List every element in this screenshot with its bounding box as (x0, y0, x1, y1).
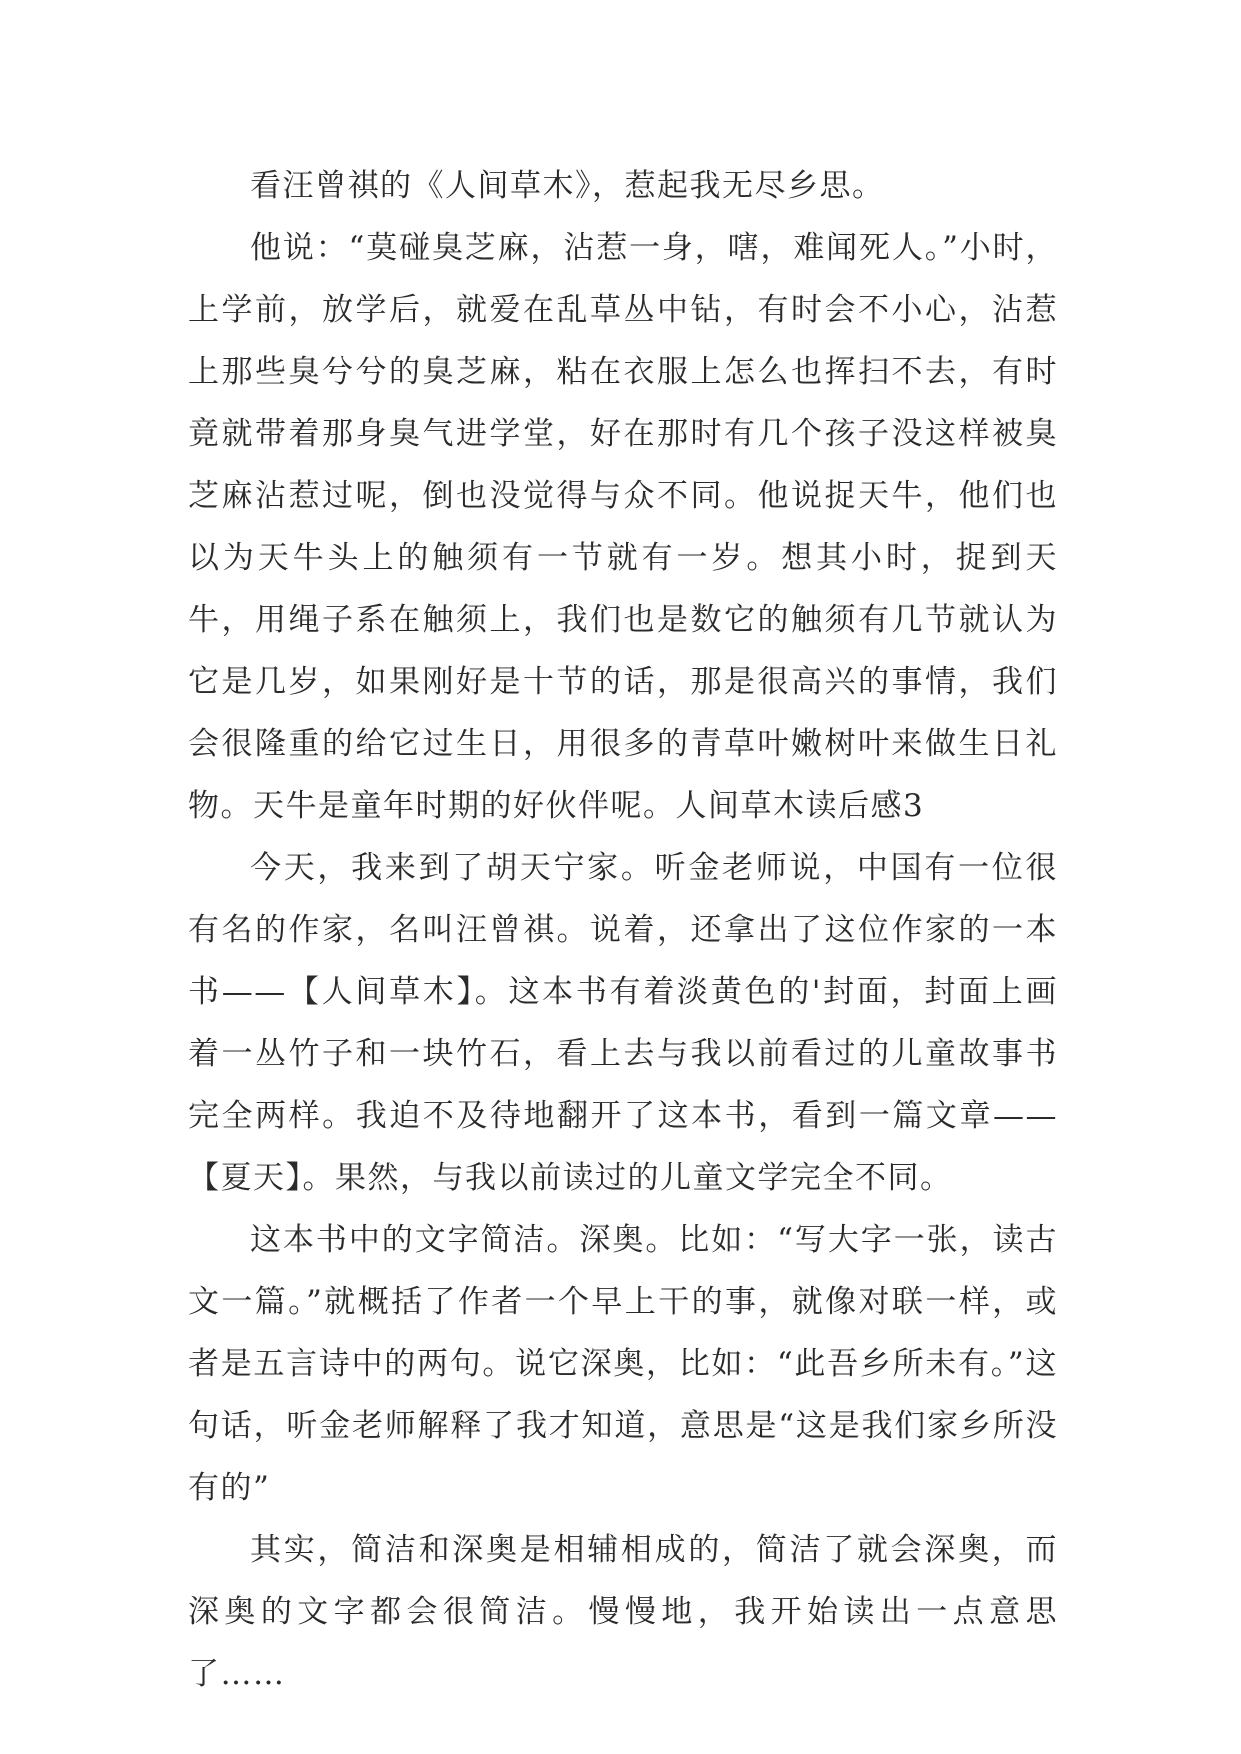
paragraph: 这本书中的文字简洁。深奥。比如：“写大字一张，读古文一篇。”就概括了作者一个早上干的事，就像对联一样，或者是五言诗中的两句。说它深奥，比如：“此吾乡所未有。”这句话，听金老师解释了我才知道，意思是“这是我们家乡所没有的” (188, 1222, 1058, 1506)
document-body (188, 155, 1058, 1705)
paragraph: 他说：“莫碰臭芝麻，沾惹一身，嗐，难闻死人。”小时，上学前，放学后，就爱在乱草丛中钻，有时会不小心，沾惹上那些臭兮兮的臭芝麻，粘在衣服上怎么也挥扫不去，有时竟就带着那身臭气进学堂，好在那时有几个孩子没这样被臭芝麻沾惹过呢，倒也没觉得与众不同。他说捉天牛，他们也以为天牛头上的触须有一节就有一岁。想其小时，捉到天牛，用绳子系在触须上，我们也是数它的触须有几节就认为它是几岁，如果刚好是十节的话，那是很高兴的事情，我们会很隆重的给它过生日，用很多的青草叶嫩树叶来做生日礼物。天牛是童年时期的好伙伴呢。人间草木读后感3 (188, 230, 1058, 824)
paragraph: 今天，我来到了胡天宁家。听金老师说，中国有一位很有名的作家，名叫汪曾祺。说着，还拿出了这位作家的一本书——【人间草木】。这本书有着淡黄色的'封面，封面上画着一丛竹子和一块竹石，看上去与我以前看过的儿童故事书完全两样。我迫不及待地翻开了这本书，看到一篇文章——【夏天】。果然，与我以前读过的儿童文学完全不同。 (188, 850, 1058, 1196)
paragraph: 看汪曾祺的《人间草木》，惹起我无尽乡思。 (250, 168, 885, 204)
paragraph: 其实，简洁和深奥是相辅相成的，简洁了就会深奥，而深奥的文字都会很简洁。慢慢地，我开始读出一点意思了…… (188, 1532, 1058, 1692)
